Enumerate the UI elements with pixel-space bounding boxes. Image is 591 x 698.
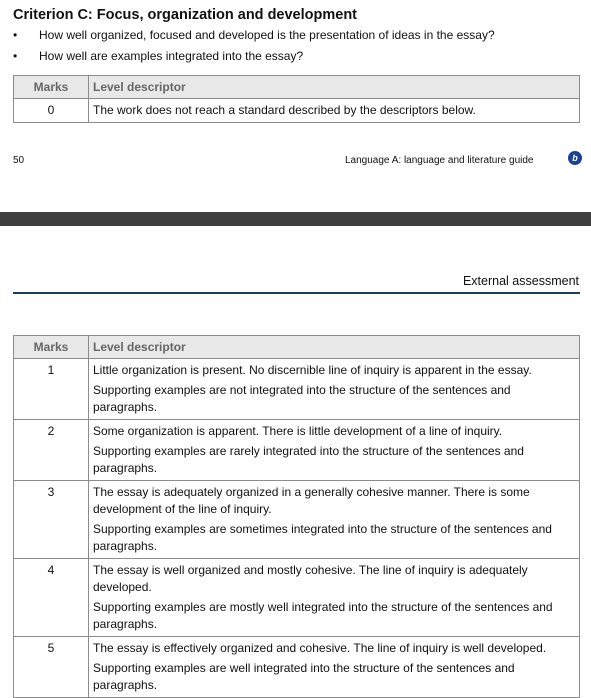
- descriptor-cell: [89, 359, 580, 420]
- bullet-icon: •: [13, 49, 18, 63]
- descriptor-line: Supporting examples are not integrated into the structure of the sentences and paragraphs.: [93, 383, 511, 414]
- table-row: [14, 481, 580, 559]
- table-header-row: [14, 336, 580, 359]
- mark-cell: 3: [14, 481, 89, 559]
- mark-cell: 4: [14, 559, 89, 637]
- guide-title: Language A: language and literature guide: [345, 155, 534, 166]
- marks-header: Marks: [14, 76, 89, 99]
- page-divider: [0, 212, 591, 226]
- table-row: [14, 420, 580, 481]
- section-rule: [13, 292, 580, 294]
- descriptor-cell: [89, 99, 580, 123]
- mark-cell: 5: [14, 637, 89, 698]
- bullet-text: How well organized, focused and developed is the presentation of ideas in the essay?: [39, 28, 495, 42]
- section-label: External assessment: [462, 274, 579, 288]
- table-row: [14, 99, 580, 123]
- criterion-title: Criterion C: Focus, organization and development: [13, 7, 357, 23]
- marks-header: Marks: [14, 336, 89, 359]
- descriptor-header: Level descriptor: [89, 76, 580, 99]
- upper-page: [0, 0, 591, 212]
- table-row: [14, 359, 580, 420]
- mark-cell: 2: [14, 420, 89, 481]
- mark-cell: 1: [14, 359, 89, 420]
- ib-logo-icon: b: [568, 151, 582, 165]
- bullet-icon: •: [13, 28, 18, 42]
- descriptor-line: The essay is effectively organized and cohesive. The line of inquiry is well developed.: [93, 641, 547, 655]
- descriptor-line: The essay is well organized and mostly cohesive. The line of inquiry is adequately developed.: [93, 563, 528, 594]
- page-number: 50: [13, 155, 25, 166]
- bullet-text: How well are examples integrated into the essay?: [39, 49, 304, 63]
- descriptor-line: Supporting examples are rarely integrated into the structure of the sentences and paragraphs.: [93, 444, 524, 475]
- mark-cell: 0: [14, 99, 89, 123]
- descriptor-line: Supporting examples are well integrated into the structure of the sentences and paragraphs.: [93, 661, 515, 692]
- descriptor-line: Little organization is present. No discernible line of inquiry is apparent in the essay.: [93, 363, 532, 377]
- criterion-table-zero: [13, 75, 580, 123]
- descriptor-line: Some organization is apparent. There is little development of a line of inquiry.: [93, 424, 503, 438]
- descriptor-text: The work does not reach a standard described by the descriptors below.: [93, 103, 476, 117]
- descriptor-line: Supporting examples are mostly well integrated into the structure of the sentences and paragraphs.: [93, 600, 553, 631]
- criterion-table-levels: [13, 335, 580, 698]
- descriptor-cell: [89, 420, 580, 481]
- table-row: [14, 559, 580, 637]
- descriptor-header: Level descriptor: [89, 336, 580, 359]
- table-header-row: [14, 76, 580, 99]
- descriptor-line: The essay is adequately organized in a generally cohesive manner. There is some development of the line of inquiry.: [93, 485, 530, 516]
- descriptor-line: Supporting examples are sometimes integrated into the structure of the sentences and paragraphs.: [93, 522, 552, 553]
- descriptor-cell: [89, 559, 580, 637]
- descriptor-cell: [89, 481, 580, 559]
- table-row: [14, 637, 580, 698]
- descriptor-cell: [89, 637, 580, 698]
